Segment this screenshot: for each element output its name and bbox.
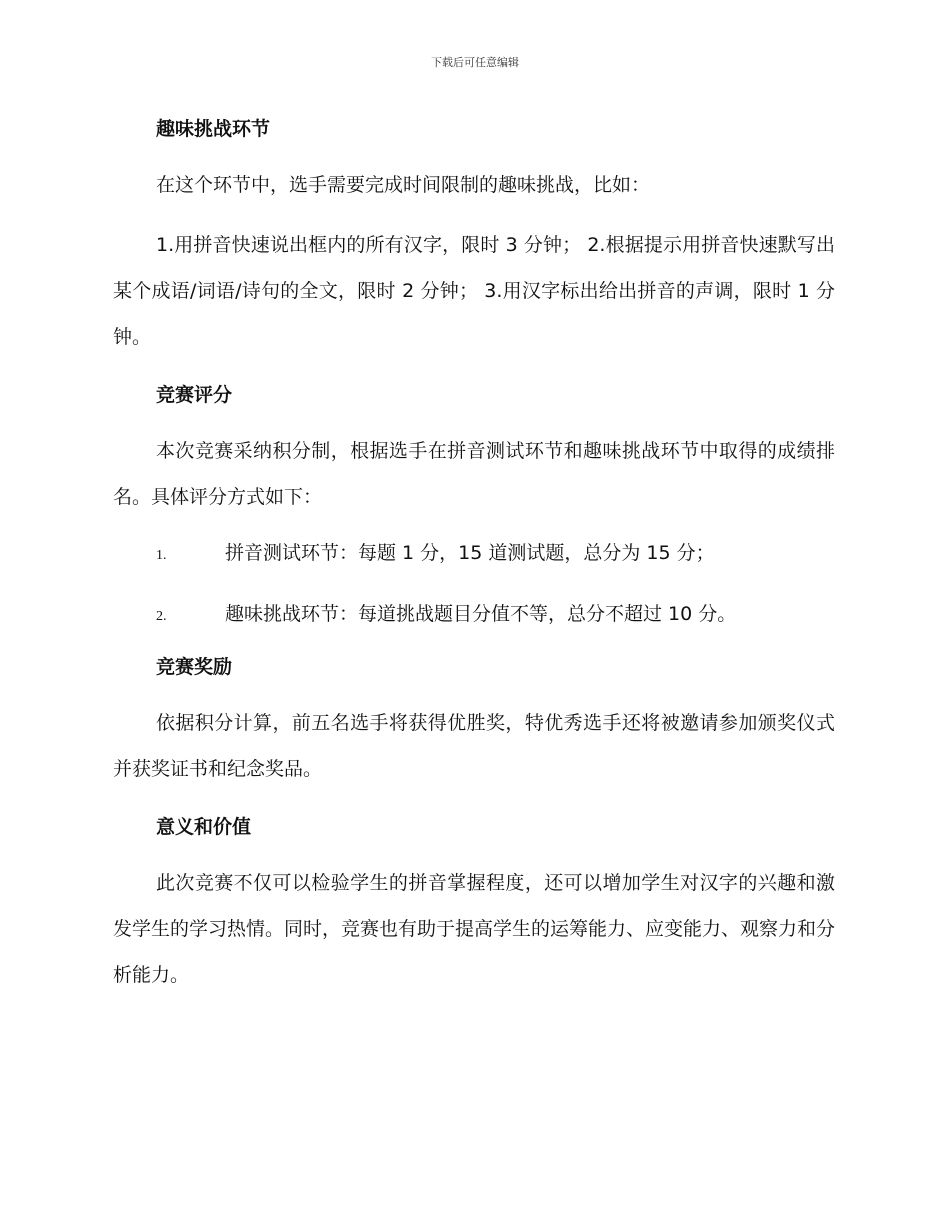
section-heading-awards: 竞赛奖励 — [156, 656, 233, 678]
awards-body: 依据积分计算，前五名选手将获得优胜奖，特优秀选手还将被邀请参加颁奖仪式并获奖证书和纪念奖品。 — [113, 712, 835, 780]
list-item — [113, 524, 835, 585]
document-body — [113, 108, 835, 998]
significance-body: 此次竞赛不仅可以检验学生的拼音掌握程度，还可以增加学生对汉字的兴趣和激发学生的学习热情。同时，竞赛也有助于提高学生的运筹能力、应变能力、观察力和分析能力。 — [113, 872, 836, 986]
scoring-list — [113, 524, 835, 646]
section-heading-challenge: 趣味挑战环节 — [156, 118, 271, 140]
challenge-details: 1.用拼音快速说出框内的所有汉字，限时 3 分钟； 2.根据提示用拼音快速默写出某个成语/词语/诗句的全文，限时 2 分钟； 3.用汉字标出给出拼音的声调，限时 1 分钟。 — [113, 234, 835, 348]
list-item-text: 拼音测试环节：每题 1 分，15 道测试题，总分为 15 分； — [225, 542, 715, 564]
list-item — [113, 585, 835, 646]
list-item-text: 趣味挑战环节：每道挑战题目分值不等，总分不超过 10 分。 — [225, 603, 737, 625]
page-header: 下载后可任意编辑 — [431, 56, 519, 69]
section-heading-significance: 意义和价值 — [156, 816, 252, 838]
list-item-number: 2. — [156, 609, 167, 624]
section-heading-scoring: 竞赛评分 — [156, 384, 233, 406]
list-item-number: 1. — [156, 548, 167, 563]
challenge-intro: 在这个环节中，选手需要完成时间限制的趣味挑战，比如： — [156, 174, 651, 196]
scoring-intro: 本次竞赛采纳积分制，根据选手在拼音测试环节和趣味挑战环节中取得的成绩排名。具体评分方式如下： — [113, 440, 835, 508]
